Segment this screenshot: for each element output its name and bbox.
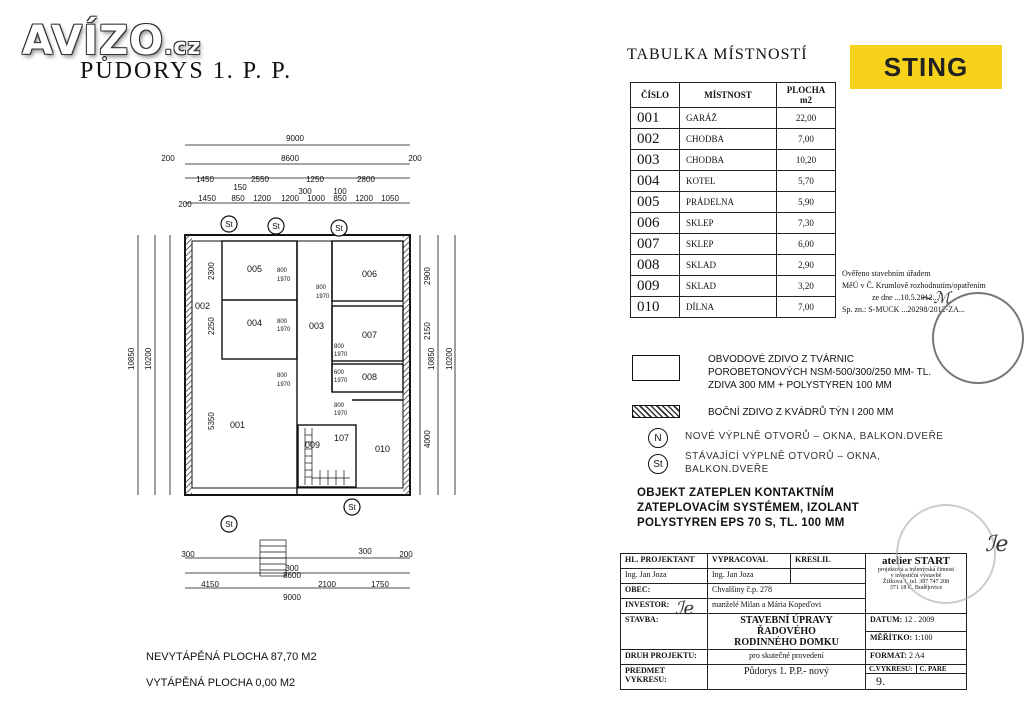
dim-text: 4150 — [201, 580, 219, 589]
obec-label: OBEC: — [621, 584, 708, 599]
existing-opening-icon: St — [648, 454, 668, 474]
room-label-005: 005 — [247, 264, 263, 274]
table-row — [631, 276, 836, 297]
room-label-107: 107 — [334, 433, 350, 443]
dim-text: 200 — [399, 550, 413, 559]
door-label: 800 — [277, 373, 288, 379]
dim-text: 2150 — [423, 322, 432, 340]
dim-text: 8600 — [281, 154, 299, 163]
door-label: 800 — [334, 344, 345, 350]
door-label: 1970 — [334, 411, 348, 417]
hl-projektant-value: Ing. Jan Joza — [621, 569, 708, 584]
room-area: 10,20 — [777, 150, 836, 171]
kreslil-value — [791, 569, 866, 584]
datum-label: DATUM: — [870, 615, 903, 624]
unheated-area: NEVYTÁPĚNÁ PLOCHA 87,70 M2 — [146, 651, 317, 663]
door-label: 1970 — [316, 294, 330, 300]
dim-text: 300 — [298, 187, 312, 196]
room-label-010: 010 — [375, 444, 391, 454]
room-area: 5,70 — [777, 171, 836, 192]
hl-projektant-label: HL. PROJEKTANT — [621, 554, 708, 569]
druh-label: DRUH PROJEKTU: — [621, 650, 708, 665]
dim-text: 10850 — [127, 347, 136, 370]
room-name: CHODBA — [680, 150, 777, 171]
door-label: 800 — [334, 403, 345, 409]
dim-text: 300 — [285, 564, 299, 573]
studio-line: 371 18 Č. Budějovice — [889, 585, 943, 591]
dim-text: 1200 — [355, 194, 373, 203]
door-label: 1970 — [334, 378, 348, 384]
table-row — [631, 192, 836, 213]
dim-text: 2100 — [318, 580, 336, 589]
room-name: SKLAD — [680, 276, 777, 297]
stavba-line-1: STAVEBNÍ ÚPRAVY ŘADOVÉHO — [740, 615, 833, 637]
wall-legend-symbol — [632, 355, 680, 381]
room-name: SKLEP — [680, 234, 777, 255]
dim-overall-bottom: 9000 — [283, 593, 301, 602]
dim-text: 150 — [233, 183, 247, 192]
room-number: 009 — [631, 276, 680, 297]
room-name: KOTEL — [680, 171, 777, 192]
insulation-note: OBJEKT ZATEPLEN KONTAKTNÍM ZATEPLOVACÍM SYSTÉMEM, IZOLANT POLYSTYREN EPS 70 S, TL. 100 MM — [637, 487, 859, 529]
room-name: GARÁŽ — [680, 108, 777, 129]
table-row — [631, 213, 836, 234]
obec-value: Chvalšiny č.p. 278 — [708, 584, 866, 599]
rooms-table-title: TABULKA MÍSTNOSTÍ — [627, 46, 808, 63]
door-label: 1970 — [334, 352, 348, 358]
dim-text: 5350 — [207, 412, 216, 430]
door-label: 800 — [277, 268, 288, 274]
door-label: 600 — [334, 370, 345, 376]
datum-value: 12 . 2009 — [904, 615, 935, 624]
stavba-label: STAVBA: — [621, 614, 708, 650]
table-row — [631, 150, 836, 171]
dim-text: 200 — [408, 154, 422, 163]
cpare-label: C. PARE — [919, 665, 947, 673]
room-number: 007 — [631, 234, 680, 255]
heated-area: VYTÁPĚNÁ PLOCHA 0,00 M2 — [146, 677, 296, 689]
dim-text: 200 — [161, 154, 175, 163]
room-name: PRÁDELNA — [680, 192, 777, 213]
stavba-value — [708, 614, 866, 650]
dim-text: 200 — [178, 200, 192, 209]
side-wall-right — [403, 235, 410, 495]
vypracoval-label: VYPRACOVAL — [708, 554, 791, 569]
sting-badge: STING — [850, 45, 1002, 89]
room-name: DÍLNA — [680, 297, 777, 318]
door-label: 1970 — [277, 277, 291, 283]
dim-text: 2250 — [207, 317, 216, 335]
dim-text: 1250 — [306, 175, 324, 184]
avizo-logo: AVÍZO.cz — [22, 18, 202, 64]
door-label: 800 — [277, 319, 288, 325]
room-label-002: 002 — [195, 301, 211, 311]
room-area: 3,20 — [777, 276, 836, 297]
door-label: 1970 — [277, 327, 291, 333]
dim-text: 10200 — [445, 347, 454, 370]
stamp-line: Ověřeno stavebním úřadem — [842, 269, 931, 278]
meritko-cell — [866, 632, 967, 650]
dim-text: 8600 — [283, 571, 301, 580]
room-label-003: 003 — [309, 321, 325, 331]
room-area: 2,90 — [777, 255, 836, 276]
stamp-line: ze dne ...10.5.2012... — [872, 293, 939, 302]
room-label-004: 004 — [247, 318, 263, 328]
studio-line: Žižkova 1, tel. 387 747 208 — [882, 579, 950, 585]
dim-text: 300 — [358, 547, 372, 556]
room-number: 003 — [631, 150, 680, 171]
studio-name: atelier START — [882, 555, 950, 567]
dim-text: 850 — [231, 194, 245, 203]
plan-title: PŮDORYS 1. P. P. — [80, 58, 293, 84]
st-marker-text: St — [272, 222, 280, 231]
table-row — [631, 129, 836, 150]
col-area: PLOCHA m2 — [777, 83, 836, 108]
room-number: 002 — [631, 129, 680, 150]
dim-text: 2900 — [423, 267, 432, 285]
meritko-label: MĚŘÍTKO: — [870, 633, 913, 642]
door-label: 1970 — [277, 382, 291, 388]
st-marker-text: St — [225, 220, 233, 229]
format-cell — [866, 650, 967, 665]
table-row — [631, 108, 836, 129]
dim-text: 2550 — [251, 175, 269, 184]
side-wall-legend-text: BOČNÍ ZDIVO Z KVÁDRŮ TÝN I 200 MM — [708, 407, 894, 418]
st-marker-text: St — [335, 224, 343, 233]
format-value: 2 A4 — [909, 651, 925, 660]
table-row — [631, 234, 836, 255]
predmet-label: PREDMET VYKRESU: — [621, 665, 708, 690]
room-label-001: 001 — [230, 420, 246, 430]
room-label-006: 006 — [362, 269, 378, 279]
cvykresu-cell — [866, 665, 967, 690]
room-name: CHODBA — [680, 129, 777, 150]
col-room: MÍSTNOST — [680, 83, 777, 108]
room-name: SKLAD — [680, 255, 777, 276]
room-label-009: 009 — [305, 440, 321, 450]
room-label-007: 007 — [362, 330, 378, 340]
stavba-line-2: RODINNÉHO DOMKU — [734, 637, 839, 648]
datum-cell — [866, 614, 967, 632]
investor-label: INVESTOR: — [621, 599, 708, 614]
table-row — [631, 171, 836, 192]
room-number: 008 — [631, 255, 680, 276]
door-label: 800 — [316, 285, 327, 291]
dim-text: 1450 — [196, 175, 214, 184]
signature-icon: ℐe — [675, 598, 695, 619]
room-number: 004 — [631, 171, 680, 192]
new-opening-icon: N — [648, 428, 668, 448]
room-area: 22,00 — [777, 108, 836, 129]
col-number: ČÍSLO — [631, 83, 680, 108]
cvykresu-label: C.VYKRESU: — [866, 665, 917, 673]
dim-text: 1750 — [371, 580, 389, 589]
rooms-table — [630, 82, 836, 318]
room-number: 005 — [631, 192, 680, 213]
room-area: 5,90 — [777, 192, 836, 213]
format-label: FORMAT: — [870, 651, 908, 660]
dim-text: 2300 — [207, 262, 216, 280]
kreslil-label: KRESLIL — [791, 554, 866, 569]
stamp-line: Sp. zn.: S-MUCK ...20298/2012-ZA... — [842, 305, 965, 314]
signature-icon: ℐe — [985, 532, 1009, 557]
dim-text: 4000 — [423, 430, 432, 448]
engineer-seal-icon — [896, 504, 996, 604]
table-row — [631, 297, 836, 318]
st-marker-text: St — [348, 503, 356, 512]
dim-text: 1200 — [253, 194, 271, 203]
side-wall-left — [185, 235, 192, 495]
room-number: 001 — [631, 108, 680, 129]
dim-text: 2800 — [357, 175, 375, 184]
dim-text: 1000 — [307, 194, 325, 203]
dim-text: 10200 — [144, 347, 153, 370]
dim-text: 850 — [333, 194, 347, 203]
room-area: 7,00 — [777, 129, 836, 150]
dim-text: 1050 — [381, 194, 399, 203]
dim-text: 1200 — [281, 194, 299, 203]
new-opening-text: NOVÉ VÝPLNĚ OTVORŮ – OKNA, BALKON.DVEŘE — [685, 431, 944, 442]
room-area: 6,00 — [777, 234, 836, 255]
hatch-legend-symbol — [632, 405, 680, 418]
room-label-008: 008 — [362, 372, 378, 382]
meritko-value: 1:100 — [914, 633, 933, 642]
studio-line: projektová a inženýrská činnost — [877, 567, 955, 573]
room-name: SKLEP — [680, 213, 777, 234]
dim-text: 1450 — [198, 194, 216, 203]
existing-opening-text-2: BALKON.DVEŘE — [685, 464, 769, 475]
room-area: 7,00 — [777, 297, 836, 318]
dim-text: 300 — [181, 550, 195, 559]
room-number: 010 — [631, 297, 680, 318]
table-row — [631, 255, 836, 276]
studio-line: v investiční výstavbě — [890, 573, 942, 579]
signature-icon: ~ℳ — [920, 288, 951, 307]
investor-value: manželé Milan a Mária Kopeďovi — [708, 599, 866, 614]
wall-legend-text: OBVODOVÉ ZDIVO Z TVÁRNIC POROBETONOVÝCH NSM-500/300/250 MM- TL. ZDIVA 300 MM + POLYSTYREN 100 MM — [708, 354, 932, 391]
predmet-value: Půdorys 1. P.P.- nový — [708, 665, 866, 690]
vypracoval-value: Ing. Jan Joza — [708, 569, 791, 584]
dim-overall-top: 9000 — [286, 134, 304, 143]
existing-opening-text-1: STÁVAJÍCÍ VÝPLNĚ OTVORŮ – OKNA, — [685, 451, 881, 462]
druh-value: pro skutečné provedení — [708, 650, 866, 665]
cvykresu-value: 9. — [876, 674, 885, 688]
rooms-table-header — [631, 83, 836, 108]
dim-text: 100 — [333, 187, 347, 196]
stamp-line: MěÚ v Č. Krumlově rozhodnutím/opatřením — [842, 281, 986, 290]
st-marker-text: St — [225, 520, 233, 529]
exterior-steps — [260, 540, 286, 576]
room-area: 7,30 — [777, 213, 836, 234]
room-number: 006 — [631, 213, 680, 234]
dim-text: 10850 — [427, 347, 436, 370]
